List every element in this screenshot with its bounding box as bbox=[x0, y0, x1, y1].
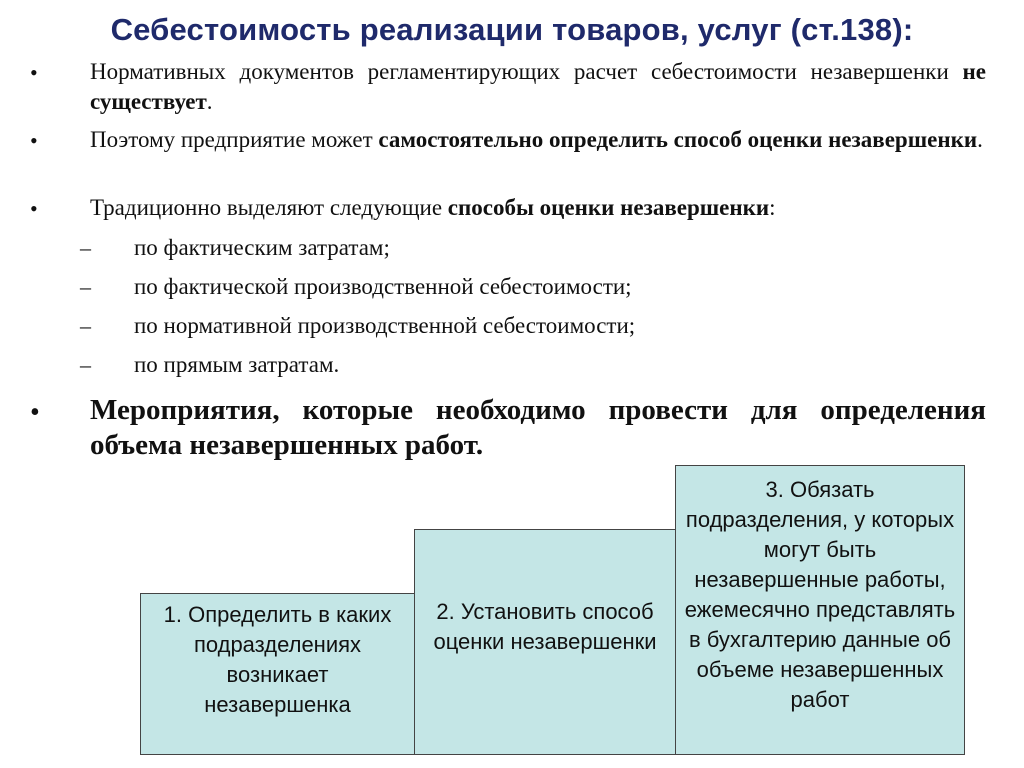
measures-marker: • bbox=[30, 397, 40, 428]
bullet-3-end: : bbox=[769, 195, 776, 220]
step-2-box bbox=[414, 529, 676, 755]
bullet-3-bold: способы оценки незавершенки bbox=[447, 195, 770, 220]
method-4-dash: – bbox=[80, 352, 91, 377]
step-3-box bbox=[675, 465, 965, 755]
method-2-dash: – bbox=[80, 274, 91, 299]
bullet-3-text bbox=[90, 193, 986, 223]
step-3-text: 3. Обязать подразделения, у которых могут быть незавершенные работы, ежемесячно представлять в бухгалтерию данные об объеме незавершенных работ bbox=[684, 477, 956, 712]
bullet-1-end: . bbox=[206, 89, 213, 114]
bullet-1-bold: не существует bbox=[90, 59, 986, 114]
bullet-3-marker: • bbox=[30, 196, 38, 221]
step-1-box bbox=[140, 593, 415, 755]
bullet-2-bold: самостоятельно определить способ оценки незавершенки bbox=[378, 127, 978, 152]
step-2-text: 2. Установить способ оценки незавершенки bbox=[433, 599, 657, 654]
method-4-text: по прямым затратам. bbox=[134, 352, 340, 377]
bullet-3-normal: Традиционно выделяют следующие bbox=[90, 195, 448, 220]
method-3-dash: – bbox=[80, 313, 91, 338]
bullet-2-marker: • bbox=[30, 128, 38, 153]
measures-heading: Мероприятия, которые необходимо провести для определения объема незавершенных работ. bbox=[90, 394, 986, 461]
bullet-1-text bbox=[90, 57, 986, 117]
slide-title: Себестоимость реализации товаров, услуг (ст.138): bbox=[110, 12, 914, 47]
method-2-text: по фактической производственной себестоимости; bbox=[134, 274, 632, 299]
step-1-text: 1. Определить в каких подразделениях возникает незавершенка bbox=[163, 602, 392, 717]
method-3-text: по нормативной производственной себестоимости; bbox=[134, 313, 636, 338]
method-1-dash: – bbox=[80, 235, 91, 260]
bullet-2-normal: Поэтому предприятие может bbox=[90, 127, 379, 152]
bullet-1-normal: Нормативных документов регламентирующих расчет себестоимости незавершенки bbox=[90, 59, 963, 84]
bullet-1-marker: • bbox=[30, 60, 38, 85]
method-1-text: по фактическим затратам; bbox=[134, 235, 390, 260]
bullet-2-end: . bbox=[977, 127, 983, 152]
bullet-2-text bbox=[90, 125, 986, 155]
